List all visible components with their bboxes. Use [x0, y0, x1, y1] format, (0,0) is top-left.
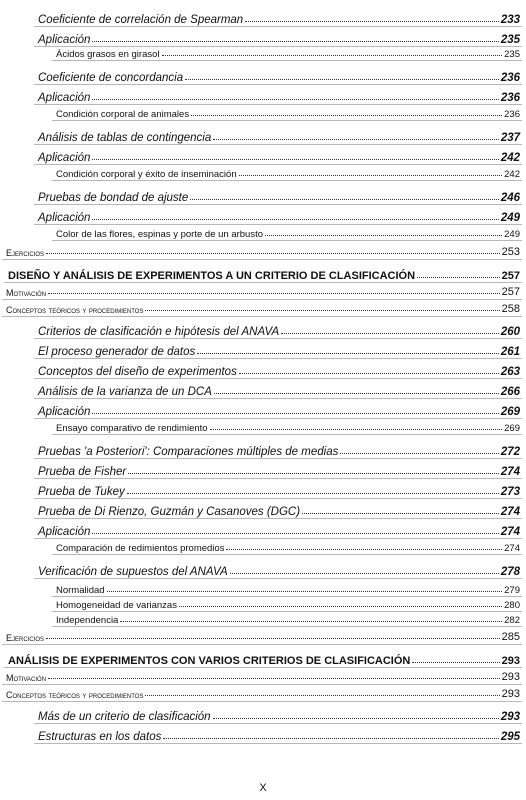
dot-leader: [230, 573, 499, 574]
toc-entry[interactable]: [38, 480, 520, 498]
toc-entry-page: 261: [500, 346, 520, 358]
row-separator: [34, 538, 522, 539]
row-separator: [2, 299, 522, 300]
toc-entry-title: Independencia: [56, 615, 119, 626]
toc-entry-title: Homogeneidad de varianzas: [56, 600, 177, 611]
row-separator: [34, 418, 522, 419]
dot-leader: [179, 606, 502, 607]
dot-leader: [281, 333, 499, 334]
toc-entry-title: El proceso generador de datos: [38, 346, 196, 358]
dot-leader: [239, 175, 503, 176]
toc-entry-title: Prueba de Di Rienzo, Guzmán y Casanoves (DGC): [38, 506, 301, 518]
toc-entry-title: Normalidad: [56, 585, 105, 596]
toc-entry[interactable]: [56, 106, 520, 120]
dot-leader: [213, 139, 499, 140]
toc-entry[interactable]: [8, 649, 520, 667]
dot-leader: [145, 310, 499, 311]
dot-leader: [302, 513, 499, 514]
toc-entry-title: Pruebas de bondad de ajuste: [38, 192, 189, 204]
toc-entry-page: 253: [501, 246, 520, 258]
toc-entry[interactable]: [38, 28, 520, 46]
toc-entry-page: 293: [500, 711, 520, 723]
toc-entry-page: 236: [500, 92, 520, 104]
toc-entry-page: 273: [500, 486, 520, 498]
dot-leader: [92, 413, 498, 414]
toc-entry-page: 235: [500, 34, 520, 46]
toc-entry[interactable]: [6, 669, 520, 683]
dot-leader: [128, 473, 499, 474]
toc-entry[interactable]: [38, 520, 520, 538]
row-separator: [34, 518, 522, 519]
toc-entry-title: DISEÑO Y ANÁLISIS DE EXPERIMENTOS A UN CRITERIO DE CLASIFICACIÓN: [8, 270, 416, 282]
toc-entry[interactable]: [8, 264, 520, 282]
toc-entry-page: 278: [500, 566, 520, 578]
toc-entry[interactable]: [6, 686, 520, 700]
toc-entry-page: 235: [504, 49, 520, 60]
toc-entry-title: Conceptos del diseño de experimentos: [38, 366, 237, 378]
toc-entry-title: ANÁLISIS DE EXPERIMENTOS CON VARIOS CRITERIOS DE CLASIFICACIÓN: [8, 655, 411, 667]
row-separator: [2, 701, 522, 702]
dot-leader: [226, 549, 502, 550]
toc-entry-page: 266: [500, 386, 520, 398]
toc-entry-title: Análisis de la varianza de un DCA: [38, 386, 212, 398]
toc-entry-page: 295: [500, 731, 520, 743]
toc-entry[interactable]: [38, 360, 520, 378]
toc-entry-page: 246: [500, 192, 520, 204]
toc-entry-title: Ejercicios: [6, 248, 45, 258]
row-separator: [2, 316, 522, 317]
row-separator: [4, 667, 522, 668]
row-separator: [34, 104, 522, 105]
dot-leader: [190, 199, 499, 200]
toc-entry[interactable]: [38, 86, 520, 104]
toc-entry-page: 269: [500, 406, 520, 418]
dot-leader: [48, 293, 500, 294]
toc-entry-title: Ejercicios: [6, 633, 45, 643]
row-separator: [34, 164, 522, 165]
toc-entry[interactable]: [38, 206, 520, 224]
dot-leader: [145, 695, 499, 696]
toc-entry-title: Estructuras en los datos: [38, 731, 162, 743]
row-separator: [52, 554, 522, 555]
row-separator: [34, 338, 522, 339]
toc-entry-page: 293: [501, 671, 520, 683]
dot-leader: [162, 55, 503, 56]
row-separator: [34, 458, 522, 459]
toc-entry[interactable]: [38, 560, 520, 578]
toc-entry-page: 293: [501, 655, 520, 667]
toc-entry-page: 263: [500, 366, 520, 378]
toc-entry[interactable]: [38, 705, 520, 723]
dot-leader: [191, 115, 502, 116]
toc-entry-title: Condición corporal y éxito de inseminación: [56, 169, 237, 180]
row-separator: [4, 282, 522, 283]
toc-entry-title: Más de un criterio de clasificación: [38, 711, 211, 723]
toc-entry-title: Aplicación: [38, 406, 91, 418]
toc-entry[interactable]: [6, 629, 520, 643]
row-separator: [34, 224, 522, 225]
toc-entry-page: 258: [501, 303, 520, 315]
toc-entry[interactable]: [38, 146, 520, 164]
toc-entry[interactable]: [6, 301, 520, 315]
toc-entry-page: 249: [500, 212, 520, 224]
row-separator: [34, 378, 522, 379]
toc-entry-page: 242: [504, 169, 520, 180]
toc-entry-page: 285: [501, 631, 520, 643]
toc-entry[interactable]: [56, 226, 520, 240]
dot-leader: [92, 533, 498, 534]
toc-entry[interactable]: [56, 46, 520, 60]
page-number: X: [259, 782, 267, 794]
toc-entry-title: Aplicación: [38, 212, 91, 224]
dot-leader: [120, 621, 502, 622]
dot-leader: [210, 429, 503, 430]
toc-entry[interactable]: [38, 725, 520, 743]
toc-entry-page: 236: [500, 72, 520, 84]
toc-entry[interactable]: [56, 612, 520, 626]
dot-leader: [92, 99, 498, 100]
dot-leader: [214, 393, 499, 394]
toc-entry-page: 242: [500, 152, 520, 164]
toc-entry-title: Prueba de Fisher: [38, 466, 127, 478]
toc-entry-page: 274: [504, 543, 520, 554]
toc-entry[interactable]: [56, 420, 520, 434]
row-separator: [34, 578, 522, 579]
row-separator: [34, 478, 522, 479]
toc-entry[interactable]: [56, 540, 520, 554]
row-separator: [2, 259, 522, 260]
dot-leader: [163, 738, 498, 739]
row-separator: [52, 120, 522, 121]
row-separator: [34, 144, 522, 145]
row-separator: [34, 204, 522, 205]
toc-entry[interactable]: [38, 460, 520, 478]
toc-entry-page: 282: [504, 615, 520, 626]
row-separator: [52, 434, 522, 435]
toc-entry-title: Análisis de tablas de contingencia: [38, 132, 212, 144]
toc-entry[interactable]: [38, 440, 520, 458]
toc-entry-page: 249: [504, 229, 520, 240]
toc-entry-title: Aplicación: [38, 152, 91, 164]
toc-entry-page: 279: [504, 585, 520, 596]
toc-entry[interactable]: [38, 500, 520, 518]
row-separator: [52, 626, 522, 627]
toc-entry-title: Comparación de redimientos promedios: [56, 543, 225, 554]
toc-entry-title: Ácidos grasos en girasol: [56, 49, 160, 60]
dot-leader: [340, 453, 498, 454]
row-separator: [34, 743, 522, 744]
dot-leader: [265, 235, 502, 236]
toc-entry[interactable]: [38, 186, 520, 204]
dot-leader: [185, 79, 499, 80]
toc-entry-title: Prueba de Tukey: [38, 486, 125, 498]
toc-entry-title: Color de las flores, espinas y porte de un arbusto: [56, 229, 264, 240]
dot-leader: [92, 41, 498, 42]
dot-leader: [213, 718, 499, 719]
row-separator: [52, 180, 522, 181]
toc-entry-title: Conceptos teóricos y procedimientos: [6, 305, 144, 315]
row-separator: [34, 358, 522, 359]
dot-leader: [48, 678, 500, 679]
toc-entry-title: Aplicación: [38, 92, 91, 104]
toc-entry-title: Conceptos teóricos y procedimientos: [6, 690, 144, 700]
toc-entry[interactable]: [56, 166, 520, 180]
dot-leader: [46, 253, 500, 254]
toc-entry-page: 237: [500, 132, 520, 144]
toc-entry-title: Motivación: [6, 673, 47, 683]
dot-leader: [239, 373, 499, 374]
toc-entry-page: 274: [500, 466, 520, 478]
toc-entry-page: 293: [501, 688, 520, 700]
toc-entry-page: 260: [500, 326, 520, 338]
toc-entry[interactable]: [38, 320, 520, 338]
toc-entry-title: Ensayo comparativo de rendimiento: [56, 423, 208, 434]
toc-entry-page: 280: [504, 600, 520, 611]
toc-entry-title: Pruebas 'a Posteriori': Comparaciones múltiples de medias: [38, 446, 339, 458]
toc-entry-title: Coeficiente de concordancia: [38, 72, 184, 84]
row-separator: [34, 498, 522, 499]
toc-entry-title: Aplicación: [38, 526, 91, 538]
toc-entry[interactable]: [38, 340, 520, 358]
dot-leader: [107, 591, 503, 592]
toc-entry[interactable]: [6, 284, 520, 298]
toc-entry[interactable]: [6, 244, 520, 258]
dot-leader: [92, 219, 498, 220]
dot-leader: [412, 662, 499, 663]
row-separator: [52, 240, 522, 241]
row-separator: [2, 684, 522, 685]
dot-leader: [417, 277, 500, 278]
toc-entry-page: 272: [500, 446, 520, 458]
row-separator: [34, 26, 522, 27]
toc-entry[interactable]: [38, 400, 520, 418]
row-separator: [34, 723, 522, 724]
toc-entry[interactable]: [38, 380, 520, 398]
toc-entry-title: Coeficiente de correlación de Spearman: [38, 14, 244, 26]
toc-entry[interactable]: [38, 126, 520, 144]
toc-entry-page: 274: [500, 526, 520, 538]
toc-entry-title: Condición corporal de animales: [56, 109, 190, 120]
toc-entry-title: Criterios de clasificación e hipótesis del ANAVA: [38, 326, 280, 338]
toc-entry-title: Motivación: [6, 288, 47, 298]
toc-entry[interactable]: [38, 8, 520, 26]
dot-leader: [127, 493, 499, 494]
toc-entry[interactable]: [38, 66, 520, 84]
toc-entry-page: 257: [501, 270, 520, 282]
toc-entry-page: 274: [500, 506, 520, 518]
toc-entry-title: Aplicación: [38, 34, 91, 46]
dot-leader: [46, 638, 500, 639]
row-separator: [52, 60, 522, 61]
toc-entry-page: 257: [501, 286, 520, 298]
toc-entry[interactable]: [56, 597, 520, 611]
row-separator: [34, 398, 522, 399]
dot-leader: [92, 159, 498, 160]
toc-entry-page: 233: [500, 14, 520, 26]
toc-entry-page: 269: [504, 423, 520, 434]
dot-leader: [245, 21, 499, 22]
row-separator: [34, 84, 522, 85]
dot-leader: [197, 353, 499, 354]
toc-entry-title: Verificación de supuestos del ANAVA: [38, 566, 228, 578]
toc-entry[interactable]: [56, 582, 520, 596]
row-separator: [2, 644, 522, 645]
toc-entry-page: 236: [504, 109, 520, 120]
